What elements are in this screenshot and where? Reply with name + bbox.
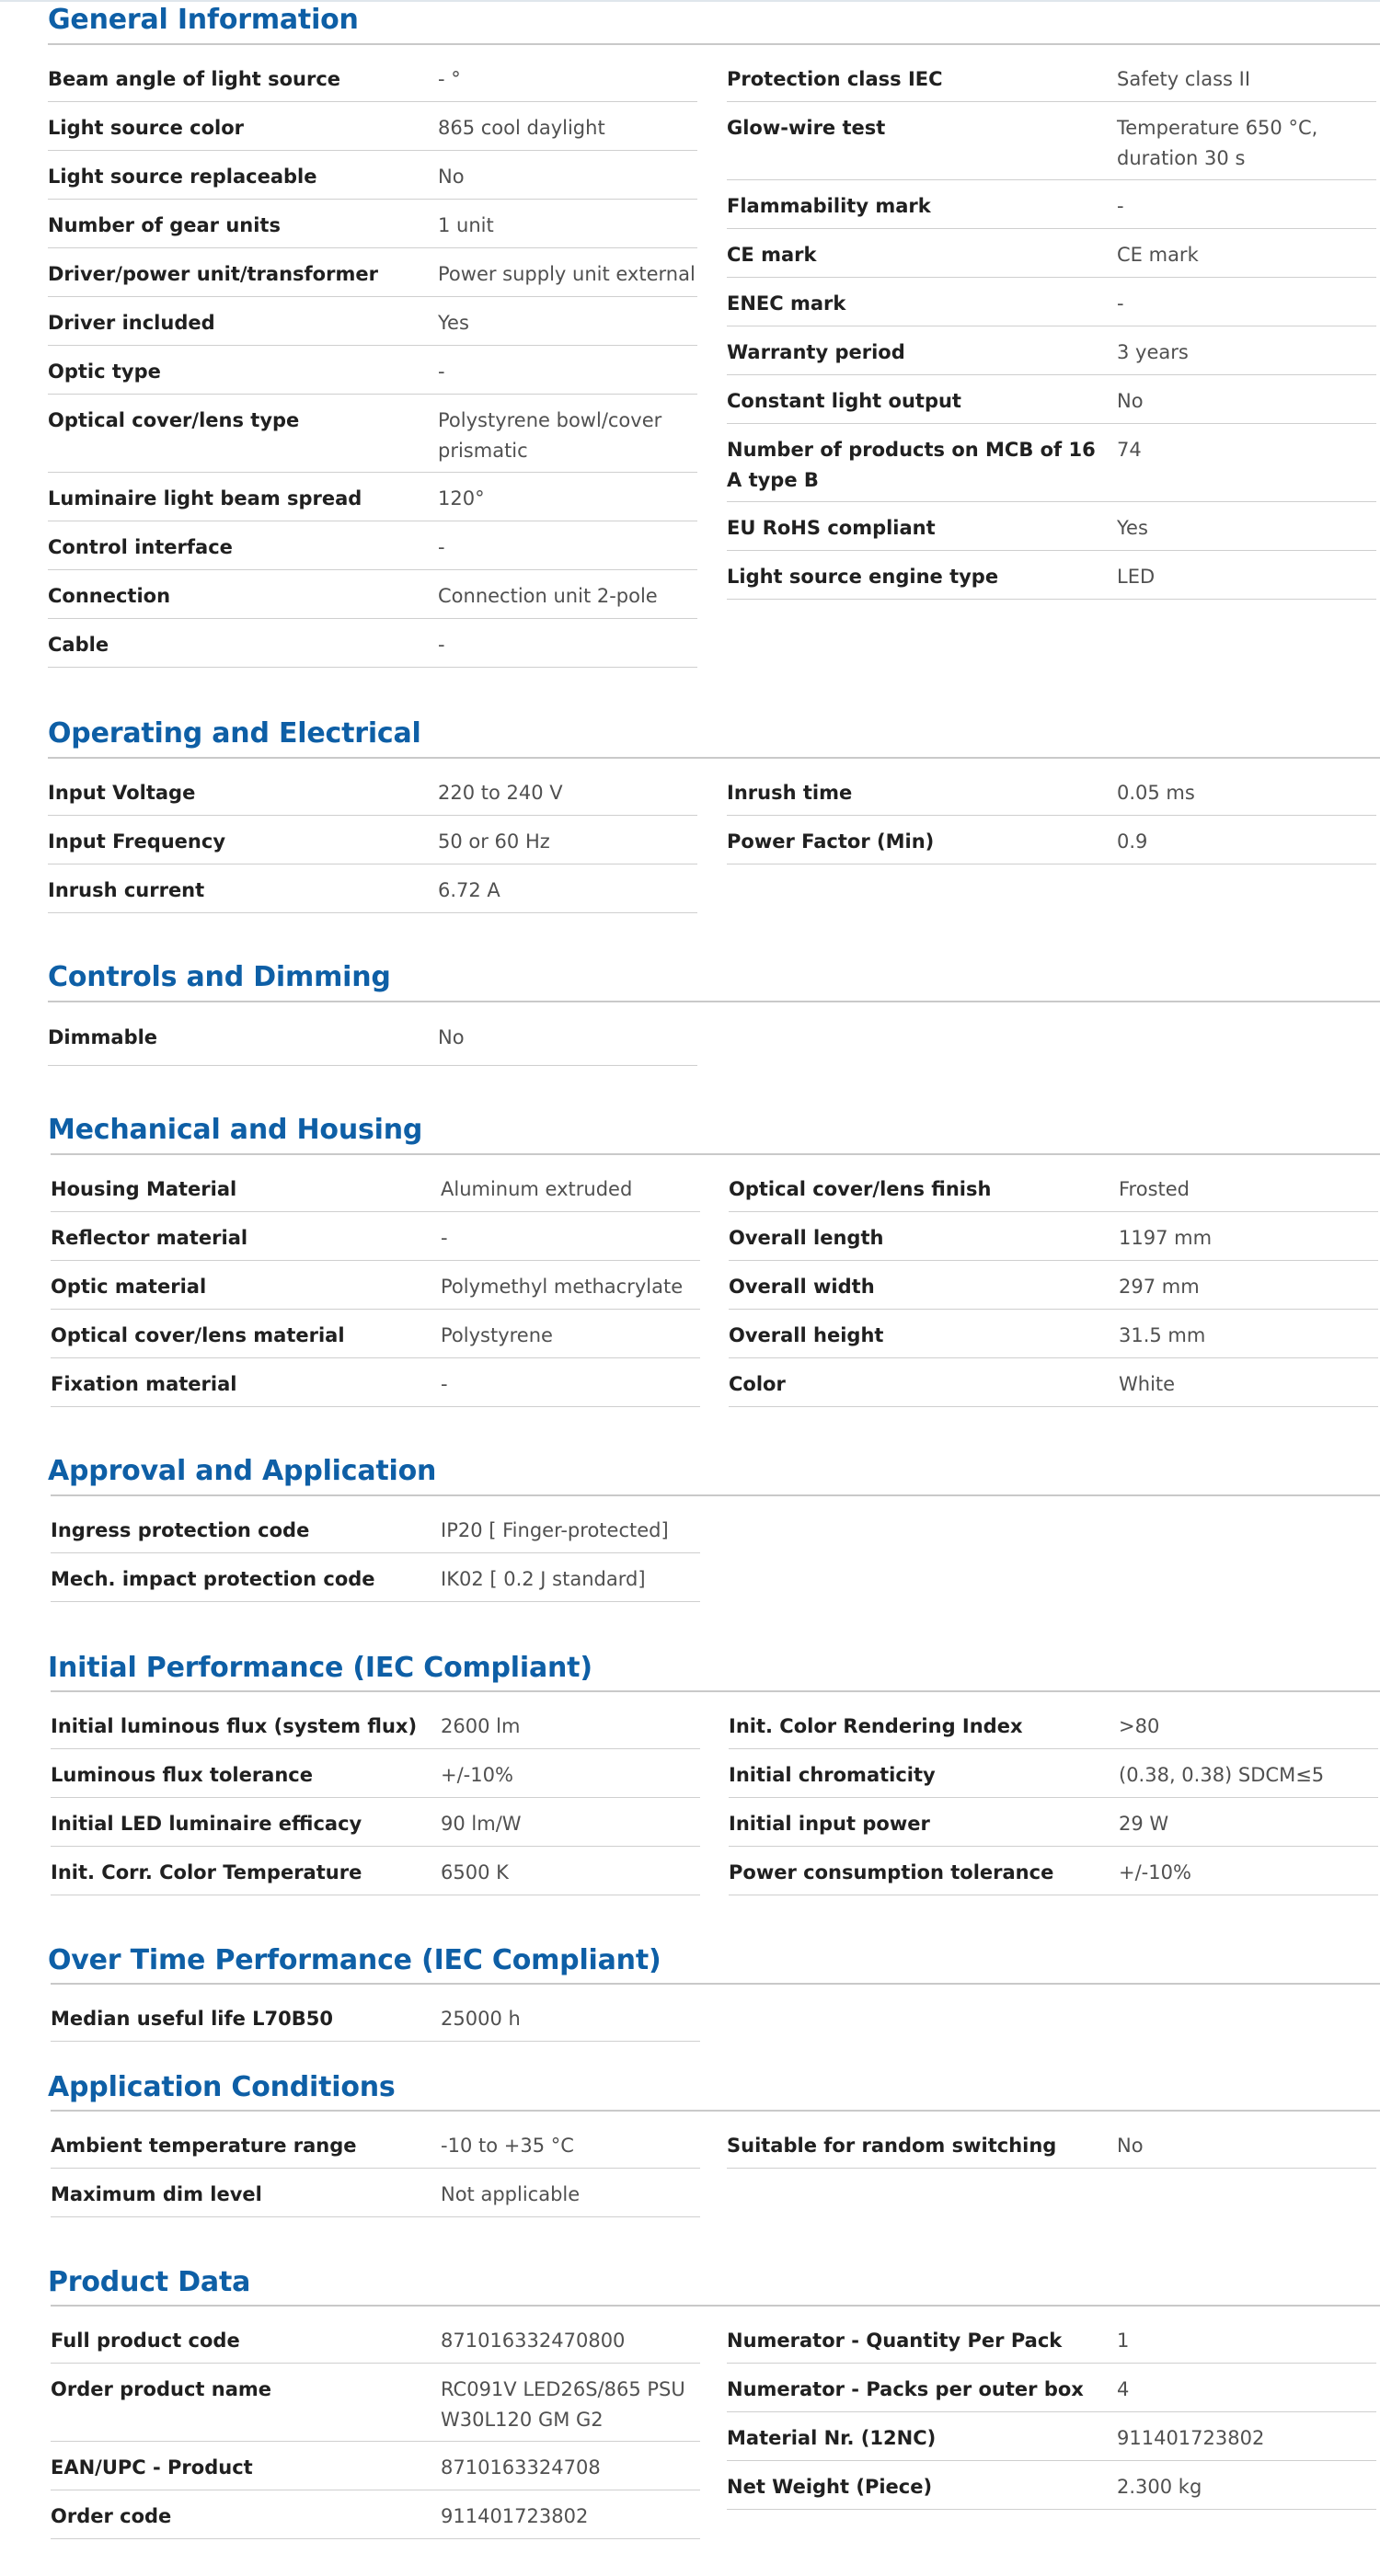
section-title: Initial Performance (IEC Compliant): [48, 1652, 592, 1684]
spec-value: >80: [1119, 1715, 1160, 1737]
spec-value: -: [441, 1373, 448, 1395]
spec-value: Not applicable: [441, 2183, 581, 2205]
spec-label: Numerator - Quantity Per Pack: [727, 2330, 1063, 2352]
spec-label: Initial LED luminaire efficacy: [51, 1813, 362, 1835]
spec-row: [727, 2315, 1376, 2364]
spec-row: [729, 1212, 1378, 1261]
spec-value: 865 cool daylight: [438, 117, 605, 139]
section-title: Controls and Dimming: [48, 961, 391, 993]
spec-label: Luminaire light beam spread: [48, 487, 362, 509]
spec-label: Power consumption tolerance: [729, 1861, 1054, 1883]
section-title: Approval and Application: [48, 1455, 437, 1487]
spec-value: -10 to +35 °C: [441, 2135, 574, 2157]
spec-label: Reflector material: [51, 1227, 248, 1249]
spec-value: RC091V LED26S/865 PSU W30L120 GM G2: [441, 2378, 685, 2431]
section-divider: [51, 2110, 1380, 2112]
spec-label: Initial chromaticity: [729, 1764, 936, 1786]
spec-label: Overall length: [729, 1227, 884, 1249]
spec-value: 3 years: [1117, 341, 1189, 363]
spec-label: Light source replaceable: [48, 166, 317, 188]
spec-value: 50 or 60 Hz: [438, 830, 550, 853]
spec-value: 29 W: [1119, 1813, 1169, 1835]
spec-label: EU RoHS compliant: [727, 517, 936, 539]
spec-row: [51, 1749, 700, 1798]
spec-label: Net Weight (Piece): [727, 2476, 933, 2498]
spec-label: Glow-wire test: [727, 117, 886, 139]
spec-row: [729, 1358, 1378, 1407]
spec-row: [48, 200, 697, 248]
spec-column-left: [51, 1993, 700, 2042]
spec-value: Safety class II: [1117, 68, 1251, 90]
section-title: Product Data: [48, 2266, 251, 2298]
spec-value: 0.05 ms: [1117, 782, 1195, 804]
spec-row: [51, 1847, 700, 1895]
spec-value: 120°: [438, 487, 485, 509]
spec-row: [729, 1310, 1378, 1358]
spec-row: [48, 473, 697, 521]
spec-row: [51, 2364, 700, 2442]
spec-row: [729, 1700, 1378, 1749]
spec-value: LED: [1117, 566, 1156, 588]
spec-value: CE mark: [1117, 244, 1199, 266]
spec-value: -: [1117, 292, 1124, 315]
spec-row: [729, 1163, 1378, 1212]
section-divider: [51, 1690, 1380, 1692]
spec-value: IK02 [ 0.2 J standard]: [441, 1568, 646, 1590]
spec-column-right: [729, 1163, 1378, 1407]
spec-label: Order code: [51, 2505, 172, 2527]
spec-row: [727, 375, 1376, 424]
spec-label: Constant light output: [727, 390, 961, 412]
spec-label: Optic material: [51, 1276, 207, 1298]
spec-value: - °: [438, 68, 461, 90]
spec-label: EAN/UPC - Product: [51, 2456, 253, 2479]
spec-row: [48, 521, 697, 570]
spec-value: 911401723802: [441, 2505, 589, 2527]
spec-row: [51, 1505, 700, 1553]
section-divider: [48, 43, 1380, 45]
spec-label: Cable: [48, 634, 109, 656]
spec-value: 31.5 mm: [1119, 1324, 1206, 1346]
spec-row: [48, 570, 697, 619]
spec-label: Warranty period: [727, 341, 905, 363]
section-title: Over Time Performance (IEC Compliant): [48, 1944, 661, 1976]
spec-row: [51, 2490, 700, 2539]
section-title: Mechanical and Housing: [48, 1114, 423, 1146]
spec-column-right: [727, 767, 1376, 864]
spec-label: CE mark: [727, 244, 817, 266]
spec-label: Number of products on MCB of 16 A type B: [727, 439, 1096, 491]
spec-row: [48, 767, 697, 816]
spec-column-left: [51, 1505, 700, 1602]
spec-value: +/-10%: [441, 1764, 513, 1786]
spec-label: Init. Color Rendering Index: [729, 1715, 1023, 1737]
spec-value: 220 to 240 V: [438, 782, 563, 804]
spec-row: [51, 1358, 700, 1407]
section-divider: [51, 1153, 1380, 1155]
spec-value: -: [438, 361, 445, 383]
spec-label: Optical cover/lens finish: [729, 1178, 992, 1200]
spec-row: [51, 1163, 700, 1212]
spec-label: Numerator - Packs per outer box: [727, 2378, 1084, 2400]
spec-column-right: [729, 1700, 1378, 1895]
spec-label: Light source engine type: [727, 566, 999, 588]
section-divider: [51, 1494, 1380, 1496]
spec-row: [727, 551, 1376, 600]
spec-label: Optic type: [48, 361, 161, 383]
spec-value: No: [438, 166, 465, 188]
spec-value: 1197 mm: [1119, 1227, 1213, 1249]
spec-row: [727, 180, 1376, 229]
spec-row: [51, 1553, 700, 1602]
spec-row: [51, 1700, 700, 1749]
spec-value: 90 lm/W: [441, 1813, 522, 1835]
spec-label: Light source color: [48, 117, 245, 139]
spec-row: [727, 229, 1376, 278]
spec-label: Luminous flux tolerance: [51, 1764, 313, 1786]
spec-row: [727, 424, 1376, 502]
spec-value: -: [438, 536, 445, 558]
spec-column-left: [48, 1012, 697, 1066]
spec-label: Fixation material: [51, 1373, 237, 1395]
section-divider: [51, 2305, 1380, 2307]
spec-label: Optical cover/lens material: [51, 1324, 345, 1346]
section-divider: [48, 1001, 1380, 1002]
spec-row: [729, 1798, 1378, 1847]
spec-label: Connection: [48, 585, 171, 607]
spec-value: 297 mm: [1119, 1276, 1200, 1298]
spec-column-left: [51, 2120, 700, 2217]
spec-label: Driver/power unit/transformer: [48, 263, 378, 285]
spec-label: Inrush current: [48, 879, 205, 901]
spec-label: Overall height: [729, 1324, 884, 1346]
spec-row: [51, 1993, 700, 2042]
spec-value: Yes: [1117, 517, 1148, 539]
spec-row: [727, 2461, 1376, 2510]
spec-column-left: [51, 1163, 700, 1407]
spec-label: Material Nr. (12NC): [727, 2427, 937, 2449]
spec-value: Frosted: [1119, 1178, 1190, 1200]
spec-label: Ingress protection code: [51, 1519, 310, 1541]
spec-value: (0.38, 0.38) SDCM≤5: [1119, 1764, 1325, 1786]
spec-label: Mech. impact protection code: [51, 1568, 375, 1590]
section-title: General Information: [48, 4, 359, 36]
spec-row: [727, 2412, 1376, 2461]
spec-label: Beam angle of light source: [48, 68, 341, 90]
spec-value: Connection unit 2-pole: [438, 585, 658, 607]
spec-value: 2.300 kg: [1117, 2476, 1202, 2498]
spec-row: [51, 1310, 700, 1358]
spec-value: 2600 lm: [441, 1715, 521, 1737]
spec-value: 25000 h: [441, 2008, 521, 2030]
spec-value: Polystyrene bowl/cover prismatic: [438, 409, 662, 462]
spec-value: 0.9: [1117, 830, 1148, 853]
spec-value: Polymethyl methacrylate: [441, 1276, 684, 1298]
spec-row: [51, 2120, 700, 2169]
spec-row: [729, 1749, 1378, 1798]
spec-row: [51, 2442, 700, 2490]
spec-column-right: [727, 2120, 1376, 2169]
spec-row: [729, 1847, 1378, 1895]
spec-label: Control interface: [48, 536, 233, 558]
spec-label: Full product code: [51, 2330, 240, 2352]
spec-label: Initial luminous flux (system flux): [51, 1715, 418, 1737]
spec-value: 8710163324708: [441, 2456, 601, 2479]
spec-label: Optical cover/lens type: [48, 409, 300, 431]
spec-row: [51, 2315, 700, 2364]
spec-value: Power supply unit external: [438, 263, 696, 285]
spec-row: [727, 767, 1376, 816]
spec-label: Overall width: [729, 1276, 875, 1298]
spec-row: [727, 502, 1376, 551]
spec-row: [51, 1212, 700, 1261]
spec-value: 4: [1117, 2378, 1130, 2400]
spec-label: Init. Corr. Color Temperature: [51, 1861, 362, 1883]
spec-value: No: [1117, 2135, 1144, 2157]
spec-value: 1 unit: [438, 214, 494, 236]
spec-row: [48, 1012, 697, 1066]
spec-label: Number of gear units: [48, 214, 281, 236]
spec-row: [727, 102, 1376, 180]
spec-column-left: [48, 53, 697, 668]
spec-column-right: [727, 2315, 1376, 2510]
spec-row: [48, 346, 697, 395]
spec-label: Inrush time: [727, 782, 853, 804]
spec-row: [727, 326, 1376, 375]
spec-row: [48, 619, 697, 668]
spec-row: [51, 1798, 700, 1847]
spec-label: Input Voltage: [48, 782, 196, 804]
section-divider: [48, 757, 1380, 759]
spec-label: Order product name: [51, 2378, 271, 2400]
spec-row: [727, 278, 1376, 326]
spec-label: Power Factor (Min): [727, 830, 935, 853]
spec-value: 871016332470800: [441, 2330, 626, 2352]
spec-row: [727, 2120, 1376, 2169]
spec-row: [727, 53, 1376, 102]
spec-label: Ambient temperature range: [51, 2135, 357, 2157]
spec-value: IP20 [ Finger-protected]: [441, 1519, 669, 1541]
spec-label: Median useful life L70B50: [51, 2008, 334, 2030]
spec-label: Driver included: [48, 312, 215, 334]
spec-value: 6.72 A: [438, 879, 500, 901]
spec-value: +/-10%: [1119, 1861, 1191, 1883]
spec-value: 1: [1117, 2330, 1130, 2352]
spec-column-left: [48, 767, 697, 913]
spec-row: [48, 864, 697, 913]
spec-label: Input Frequency: [48, 830, 226, 853]
section-title: Application Conditions: [48, 2071, 396, 2103]
spec-value: 74: [1117, 439, 1142, 461]
spec-value: Polystyrene: [441, 1324, 553, 1346]
spec-value: 6500 K: [441, 1861, 509, 1883]
spec-label: ENEC mark: [727, 292, 846, 315]
spec-label: Housing Material: [51, 1178, 237, 1200]
spec-value: 911401723802: [1117, 2427, 1265, 2449]
spec-row: [48, 816, 697, 864]
spec-row: [729, 1261, 1378, 1310]
spec-label: Suitable for random switching: [727, 2135, 1057, 2157]
spec-row: [51, 2169, 700, 2217]
spec-label: Maximum dim level: [51, 2183, 262, 2205]
spec-value: No: [438, 1026, 465, 1048]
spec-column-left: [51, 1700, 700, 1895]
spec-label: Protection class IEC: [727, 68, 943, 90]
spec-row: [48, 395, 697, 473]
spec-value: -: [1117, 195, 1124, 217]
spec-row: [48, 151, 697, 200]
top-divider: [0, 0, 1380, 2]
spec-value: Aluminum extruded: [441, 1178, 633, 1200]
spec-label: Initial input power: [729, 1813, 930, 1835]
spec-row: [727, 2364, 1376, 2412]
spec-row: [727, 816, 1376, 864]
spec-value: No: [1117, 390, 1144, 412]
section-title: Operating and Electrical: [48, 717, 421, 750]
spec-value: -: [441, 1227, 448, 1249]
spec-label: Flammability mark: [727, 195, 931, 217]
spec-row: [48, 102, 697, 151]
spec-value: White: [1119, 1373, 1176, 1395]
spec-row: [48, 248, 697, 297]
spec-row: [48, 297, 697, 346]
spec-label: Color: [729, 1373, 786, 1395]
spec-value: Yes: [438, 312, 469, 334]
spec-column-right: [727, 53, 1376, 600]
spec-value: -: [438, 634, 445, 656]
spec-label: Dimmable: [48, 1026, 158, 1048]
spec-column-left: [51, 2315, 700, 2539]
section-divider: [51, 1983, 1380, 1985]
spec-row: [48, 53, 697, 102]
spec-row: [51, 1261, 700, 1310]
spec-value: Temperature 650 °C, duration 30 s: [1117, 117, 1318, 169]
